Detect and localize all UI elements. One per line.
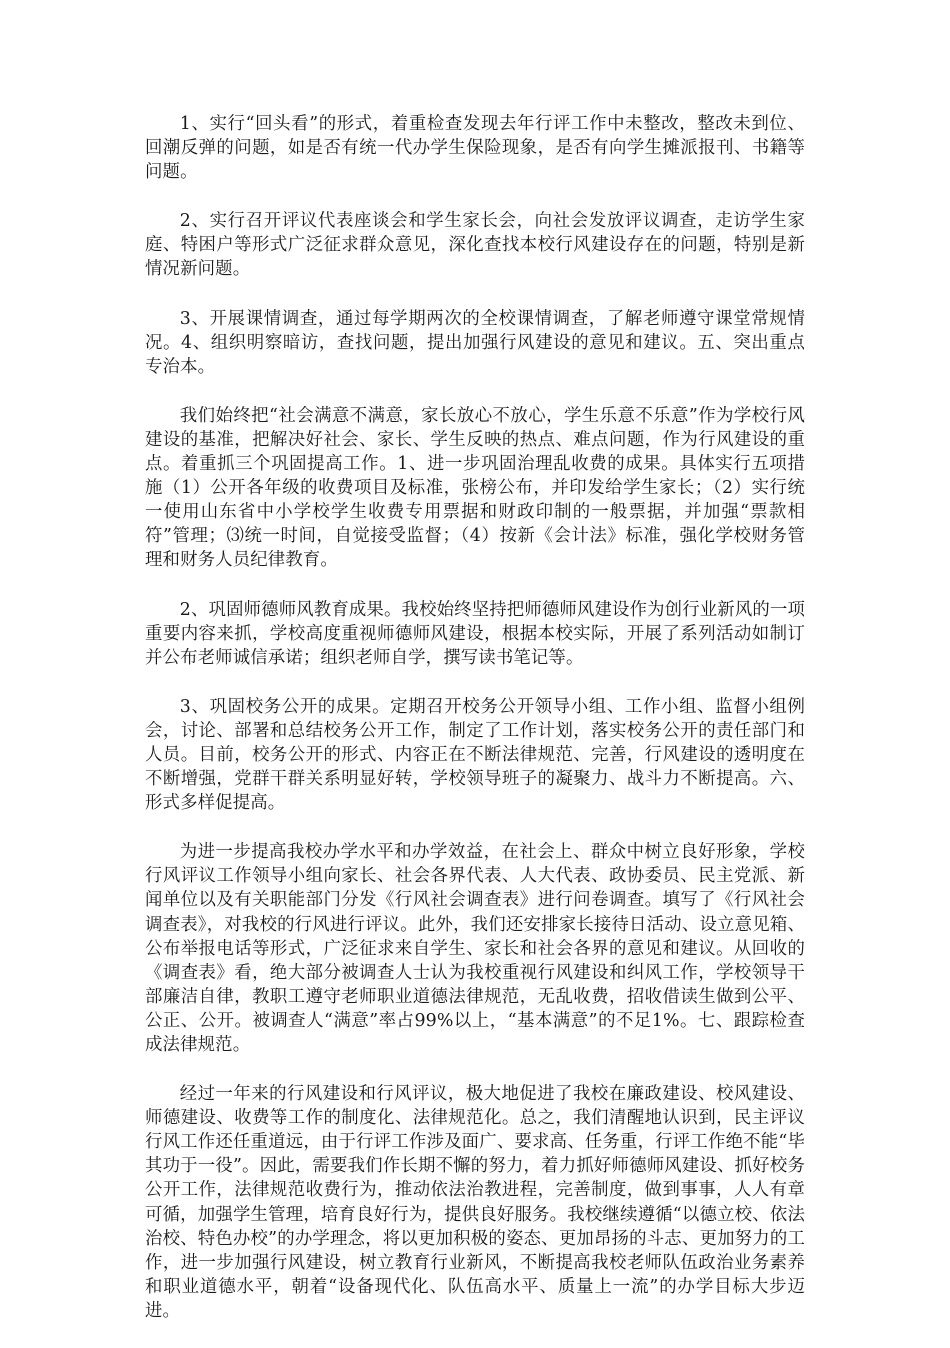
- paragraph-3: 3、开展课情调查，通过每学期两次的全校课情调查，了解老师遵守课堂常规情况。4、组织明察暗访，查找问题，提出加强行风建设的意见和建议。五、突出重点专治本。: [145, 308, 805, 377]
- paragraph-6: 3、巩固校务公开的成果。定期召开校务公开领导小组、工作小组、监督小组例会，讨论、部署和总结校务公开工作，制定了工作计划，落实校务公开的责任部门和人员。目前，校务公开的形式、内容正在不断法律规范、完善，行风建设的透明度在不断增强，党群干群关系明显好转，学校领导班子的凝聚力、战斗力不断提高。六、形式多样促提高。: [145, 696, 805, 814]
- paragraph-4: 我们始终把“社会满意不满意，家长放心不放心，学生乐意不乐意”作为学校行风建设的基准，把解决好社会、家长、学生反映的热点、难点问题，作为行风建设的重点。着重抓三个巩固提高工作。1、进一步巩固治理乱收费的成果。具体实行五项措施（1）公开各年级的收费项目及标准，张榜公布，并印发给学生家长；（2）实行统一使用山东省中小学校学生收费专用票据和财政印制的一般票据，并加强“票款相符”管理；⑶统一时间，自觉接受监督；（4）按新《会计法》标准，强化学校财务管理和财务人员纪律教育。: [145, 405, 805, 571]
- paragraph-7: 为进一步提高我校办学水平和办学效益，在社会上、群众中树立良好形象，学校行风评议工作领导小组向家长、社会各界代表、人大代表、政协委员、民主党派、新闻单位以及有关职能部门分发《行风社会调查表》进行问卷调查。填写了《行风社会调查表》，对我校的行风进行评议。此外，我们还安排家长接待日活动、设立意见箱、公布举报电话等形式，广泛征求来自学生、家长和社会各界的意见和建议。从回收的《调查表》看，绝大部分被调查人士认为我校重视行风建设和纠风工作，学校领导干部廉洁自律，教职工遵守老师职业道德法律规范，无乱收费，招收借读生做到公平、公正、公开。被调查人“满意”率占99%以上，“基本满意”的不足1%。七、跟踪检查成法律规范。: [145, 842, 805, 1055]
- paragraph-2: 2、实行召开评议代表座谈会和学生家长会，向社会发放评议调查，走访学生家庭、特困户等形式广泛征求群众意见，深化查找本校行风建设存在的问题，特别是新情况新问题。: [145, 211, 805, 280]
- paragraph-8: 经过一年来的行风建设和行风评议，极大地促进了我校在廉政建设、校风建设、师德建设、收费等工作的制度化、法律规范化。总之，我们清醒地认识到，民主评议行风工作还任重道远，由于行评工作涉及面广、要求高、任务重，行评工作绝不能“毕其功于一役”。因此，需要我们作长期不懈的努力，着力抓好师德师风建设、抓好校务公开工作，法律规范收费行为，推动依法治教进程，完善制度，做到事事，人人有章可循，加强学生管理，培育良好行为，提供良好服务。我校继续遵循“以德立校、依法治校、特色办校”的办学理念，将以更加积极的姿态、更加昂扬的斗志、更加努力的工作，进一步加强行风建设，树立教育行业新风，不断提高我校老师队伍政治业务素养和职业道德水平，朝着“设备现代化、队伍高水平、质量上一流”的办学目标大步迈进。: [145, 1084, 805, 1321]
- paragraph-5: 2、巩固师德师风教育成果。我校始终坚持把师德师风建设作为创行业新风的一项重要内容来抓，学校高度重视师德师风建设，根据本校实际，开展了系列活动如制订并公布老师诚信承诺；组织老师自学，撰写读书笔记等。: [145, 599, 805, 668]
- document-body: [145, 112, 805, 1348]
- paragraph-1: 1、实行“回头看”的形式，着重检查发现去年行评工作中未整改，整改未到位、回潮反弹的问题，如是否有统一代办学生保险现象，是否有向学生摊派报刊、书籍等问题。: [145, 114, 805, 183]
